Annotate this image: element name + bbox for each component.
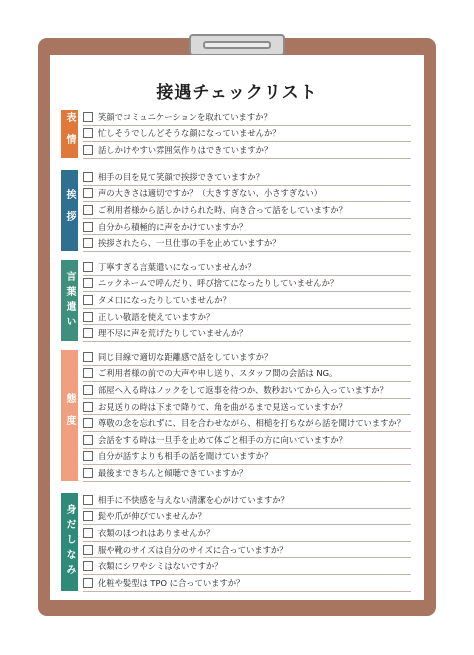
- checkbox[interactable]: [83, 278, 93, 288]
- section-label-attitude: 態度: [61, 350, 78, 481]
- checkbox[interactable]: [83, 468, 93, 478]
- item-text: ニックネームで呼んだり、呼び捨てになったりしていませんか？: [98, 278, 339, 289]
- checkbox[interactable]: [83, 561, 93, 571]
- checkbox[interactable]: [83, 188, 93, 198]
- list-item: [83, 432, 411, 449]
- item-text: 尊敬の念を忘れずに、目を合わせながら、相槌を打ちながら話を聞けていますか？: [98, 418, 405, 429]
- list-item: [83, 349, 411, 366]
- item-text: 自分から積極的に声をかけていますか？: [98, 221, 248, 232]
- checkbox[interactable]: [83, 145, 93, 155]
- list-item: [83, 542, 411, 559]
- item-text: お見送りの時は下まで降りて、角を曲がるまで見送っていますか？: [98, 401, 347, 412]
- checkbox[interactable]: [83, 402, 93, 412]
- item-text: 忙しそうでしんどそうな顔になっていませんか？: [98, 128, 281, 139]
- section-label-greeting: 挨拶: [61, 170, 78, 251]
- list-item: [83, 399, 411, 416]
- checkbox[interactable]: [83, 205, 93, 215]
- list-item: [83, 259, 411, 276]
- item-list: [83, 259, 411, 342]
- checkbox[interactable]: [83, 495, 93, 505]
- section-wording: [61, 259, 411, 342]
- checkbox[interactable]: [83, 312, 93, 322]
- list-item: [83, 276, 411, 293]
- item-text: 髭や爪が伸びていませんか？: [98, 511, 206, 522]
- checkbox[interactable]: [83, 222, 93, 232]
- item-text: 衣類のほつれはありませんか？: [98, 527, 215, 538]
- checkbox[interactable]: [83, 112, 93, 122]
- item-text: 相手に不快感を与えない清潔を心がけていますか？: [98, 494, 289, 505]
- list-item: [83, 449, 411, 466]
- checkbox[interactable]: [83, 368, 93, 378]
- list-item: [83, 202, 411, 219]
- checkbox[interactable]: [83, 238, 93, 248]
- item-text: 正しい敬語を使えていますか？: [98, 311, 215, 322]
- section-greeting: [61, 169, 411, 252]
- list-item: [83, 309, 411, 326]
- list-item: [83, 169, 411, 186]
- page-title: 接遇チェックリスト: [156, 83, 318, 103]
- checkbox[interactable]: [83, 418, 93, 428]
- item-text: 衣類にシワやシミはないですか？: [98, 561, 223, 572]
- checkbox[interactable]: [83, 295, 93, 305]
- list-item: [83, 235, 411, 252]
- section-expression: [61, 109, 411, 159]
- checkbox[interactable]: [83, 435, 93, 445]
- checkbox[interactable]: [83, 578, 93, 588]
- item-text: 話しかけやすい雰囲気作りはできていますか？: [98, 144, 273, 155]
- checkbox[interactable]: [83, 352, 93, 362]
- item-text: タメ口になったりしていませんか？: [98, 294, 231, 305]
- checkbox[interactable]: [83, 328, 93, 338]
- checkbox[interactable]: [83, 545, 93, 555]
- list-item: [83, 142, 411, 159]
- item-text: 理不尽に声を荒げたりしていませんか？: [98, 328, 248, 339]
- checkbox[interactable]: [83, 128, 93, 138]
- list-item: [83, 292, 411, 309]
- section-label-expression: 表情: [61, 110, 78, 158]
- section-label-wording: 言葉遣い: [61, 260, 78, 341]
- checklist-paper: [50, 55, 424, 600]
- item-list: [83, 109, 411, 159]
- list-item: [83, 509, 411, 526]
- list-item: [83, 465, 411, 482]
- item-list: [83, 492, 411, 592]
- item-text: 服や靴のサイズは自分のサイズに合っていますか？: [98, 544, 288, 555]
- checkbox[interactable]: [83, 262, 93, 272]
- clipboard-clip: [189, 34, 285, 56]
- item-list: [83, 349, 411, 482]
- checkbox[interactable]: [83, 528, 93, 538]
- list-item: [83, 525, 411, 542]
- list-item: [83, 186, 411, 203]
- section-grooming: [61, 492, 411, 592]
- section-attitude: [61, 349, 411, 482]
- item-text: ご利用者様から話しかけられた時、向き合って話をしていますか？: [98, 204, 347, 215]
- item-text: 化粧や髪型は TPO に合っていますか？: [98, 577, 245, 588]
- item-text: 自分が話すよりも相手の話を聞けていますか？: [98, 451, 273, 462]
- item-text: 同じ目線で適切な距離感で話をしていますか？: [98, 351, 273, 362]
- checkbox[interactable]: [83, 385, 93, 395]
- list-item: [83, 382, 411, 399]
- list-item: [83, 219, 411, 236]
- item-text: 最後まできちんと傾聴できていますか？: [98, 467, 248, 478]
- list-item: [83, 126, 411, 143]
- item-text: ご利用者様の前での大声や申し送り、スタッフ間の会話は NG。: [98, 368, 338, 379]
- item-text: 丁寧すぎる言葉遣いになっていませんか？: [98, 261, 256, 272]
- item-text: 相手の目を見て笑顔で挨拶できていますか？: [98, 171, 264, 182]
- item-text: 挨拶されたら、一旦仕事の手を止めていますか？: [98, 238, 281, 249]
- list-item: [83, 575, 411, 592]
- clip-slot: [203, 41, 271, 49]
- list-item: [83, 415, 411, 432]
- list-item: [83, 492, 411, 509]
- list-item: [83, 325, 411, 342]
- item-text: 会話をする時は一旦手を止めて体ごと相手の方に向いていますか？: [98, 434, 347, 445]
- list-item: [83, 109, 411, 126]
- item-list: [83, 169, 411, 252]
- checkbox[interactable]: [83, 451, 93, 461]
- item-text: 部屋へ入る時はノックをして返事を待つか、数秒おいてから入っていますか？: [98, 384, 388, 395]
- item-text: 笑顔でコミュニケーションを取れていますか？: [98, 111, 272, 122]
- list-item: [83, 366, 411, 383]
- item-text: 声の大きさは適切ですか？（大きすぎない、小さすぎない）: [98, 188, 323, 199]
- section-label-grooming: 身だしなみ: [61, 493, 78, 591]
- list-item: [83, 558, 411, 575]
- checkbox[interactable]: [83, 172, 93, 182]
- checkbox[interactable]: [83, 511, 93, 521]
